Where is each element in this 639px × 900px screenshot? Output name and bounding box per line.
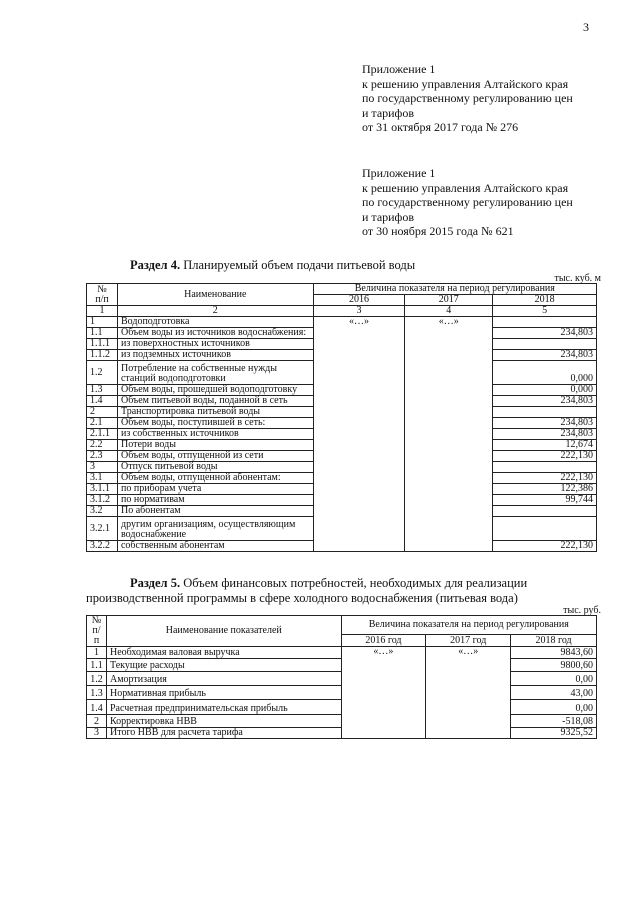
row-name: Отпуск питьевой воды bbox=[117, 462, 313, 473]
col-period-header: Величина показателя на период регулирования bbox=[341, 616, 596, 635]
col-num-header: № п/п bbox=[87, 284, 118, 306]
row-name: по приборам учета bbox=[117, 484, 313, 495]
col-period-header: Величина показателя на период регулирования bbox=[313, 284, 596, 295]
value-2018: 234,803 bbox=[493, 328, 597, 339]
col-year-2018: 2018 bbox=[493, 295, 597, 306]
value-2016-placeholder: «…» bbox=[313, 317, 405, 552]
appendix-current bbox=[362, 62, 612, 135]
value-2018: 234,803 bbox=[493, 350, 597, 361]
value-2018: 222,130 bbox=[493, 473, 597, 484]
value-2018: 9325,52 bbox=[511, 728, 597, 739]
row-number: 2 bbox=[87, 407, 118, 418]
section-4-label: Раздел 4. bbox=[130, 258, 181, 272]
financial-needs-table bbox=[86, 615, 597, 739]
appendix-line: и тарифов bbox=[362, 209, 415, 224]
col-index: 5 bbox=[493, 306, 597, 317]
row-name: Необходимая валовая выручка bbox=[106, 647, 341, 659]
value-2018: 222,130 bbox=[493, 451, 597, 462]
value-2018: 43,00 bbox=[511, 686, 597, 700]
col-year-2017: 2017 год bbox=[426, 635, 511, 647]
value-2018: -518,08 bbox=[511, 715, 597, 728]
row-name: Итого НВВ для расчета тарифа bbox=[106, 728, 341, 739]
row-number: 1.1.1 bbox=[87, 339, 118, 350]
value-2016-placeholder: «…» bbox=[341, 647, 426, 739]
row-name: Объем воды из источников водоснабжения: bbox=[117, 328, 313, 339]
water-supply-volume-table bbox=[86, 283, 597, 552]
section-4-heading: Планируемый объем подачи питьевой воды bbox=[180, 258, 416, 272]
value-2018: 234,803 bbox=[493, 418, 597, 429]
col-index: 1 bbox=[87, 306, 118, 317]
row-name: Объем воды, поступившей в сеть: bbox=[117, 418, 313, 429]
value-2018 bbox=[493, 506, 597, 517]
section-4-title bbox=[130, 258, 415, 273]
appendix-line: по государственному регулированию цен bbox=[362, 91, 573, 105]
value-2017-placeholder: «…» bbox=[426, 647, 511, 739]
value-2018: 122,386 bbox=[493, 484, 597, 495]
row-number: 3.1 bbox=[87, 473, 118, 484]
row-number: 3 bbox=[87, 462, 118, 473]
row-name: собственным абонентам bbox=[117, 541, 313, 552]
row-name: из поверхностных источников bbox=[117, 339, 313, 350]
value-2018: 0,00 bbox=[511, 700, 597, 715]
row-number: 2.3 bbox=[87, 451, 118, 462]
row-number: 3.2.2 bbox=[87, 541, 118, 552]
row-name: другим организациям, осуществляющим водоснабжение bbox=[117, 517, 313, 541]
row-number: 2.1 bbox=[87, 418, 118, 429]
row-name: Потери воды bbox=[117, 440, 313, 451]
value-2018 bbox=[493, 407, 597, 418]
col-index: 4 bbox=[405, 306, 493, 317]
value-2018 bbox=[493, 339, 597, 350]
value-2018: 0,000 bbox=[493, 361, 597, 385]
row-name: из подземных источников bbox=[117, 350, 313, 361]
col-index: 3 bbox=[313, 306, 405, 317]
row-name: из собственных источников bbox=[117, 429, 313, 440]
row-number: 1 bbox=[87, 647, 107, 659]
col-num-header: № п/п bbox=[87, 616, 107, 647]
row-number: 3.2.1 bbox=[87, 517, 118, 541]
value-2018 bbox=[493, 317, 597, 328]
row-name: по нормативам bbox=[117, 495, 313, 506]
row-number: 1.4 bbox=[87, 700, 107, 715]
appendix-line: по государственному регулированию цен bbox=[362, 195, 573, 209]
row-name: Потребление на собственные нужды станций водоподготовки bbox=[117, 361, 313, 385]
section-5-label: Раздел 5. bbox=[130, 576, 181, 590]
row-number: 3.1.2 bbox=[87, 495, 118, 506]
row-name: Водоподготовка bbox=[117, 317, 313, 328]
col-year-2016: 2016 год bbox=[341, 635, 426, 647]
col-name-header: Наименование показателей bbox=[106, 616, 341, 647]
row-name: Объем питьевой воды, поданной в сеть bbox=[117, 396, 313, 407]
appendix-line: к решению управления Алтайского края bbox=[362, 76, 569, 91]
row-number: 1 bbox=[87, 317, 118, 328]
row-name: Объем воды, отпущенной абонентам: bbox=[117, 473, 313, 484]
value-2018 bbox=[493, 462, 597, 473]
row-name: Расчетная предпринимательская прибыль bbox=[106, 700, 341, 715]
row-name: Объем воды, прошедшей водоподготовку bbox=[117, 385, 313, 396]
row-number: 2 bbox=[87, 715, 107, 728]
appendix-line: к решению управления Алтайского края bbox=[362, 180, 569, 195]
value-2018: 234,803 bbox=[493, 396, 597, 407]
row-number: 3.1.1 bbox=[87, 484, 118, 495]
section-5-title bbox=[86, 576, 606, 606]
section-4-units: тыс. куб. м bbox=[554, 273, 601, 284]
value-2018: 9843,60 bbox=[511, 647, 597, 659]
row-number: 1.2 bbox=[87, 672, 107, 686]
col-year-2017: 2017 bbox=[405, 295, 493, 306]
col-year-2018: 2018 год bbox=[511, 635, 597, 647]
row-number: 1.1 bbox=[87, 328, 118, 339]
row-number: 2.1.1 bbox=[87, 429, 118, 440]
row-number: 1.1.2 bbox=[87, 350, 118, 361]
row-name: Транспортировка питьевой воды bbox=[117, 407, 313, 418]
row-name: Объем воды, отпущенной из сети bbox=[117, 451, 313, 462]
row-number: 2.2 bbox=[87, 440, 118, 451]
page-number: 3 bbox=[583, 20, 589, 34]
row-number: 3 bbox=[87, 728, 107, 739]
row-name: Нормативная прибыль bbox=[106, 686, 341, 700]
row-number: 1.3 bbox=[87, 385, 118, 396]
section-5-heading: Объем финансовых потребностей, необходимых для реализации производственной программы в сфере холодного водоснабжения (питьевая вода) bbox=[86, 576, 528, 605]
appendix-old bbox=[362, 166, 612, 239]
value-2018: 222,130 bbox=[493, 541, 597, 552]
value-2018: 99,744 bbox=[493, 495, 597, 506]
row-name: Корректировка НВВ bbox=[106, 715, 341, 728]
value-2018: 12,674 bbox=[493, 440, 597, 451]
value-2018 bbox=[493, 517, 597, 541]
value-2018: 0,00 bbox=[511, 672, 597, 686]
col-name-header: Наименование bbox=[117, 284, 313, 306]
appendix-line: от 30 ноября 2015 года № 621 bbox=[362, 224, 514, 238]
col-year-2016: 2016 bbox=[313, 295, 405, 306]
value-2018: 0,000 bbox=[493, 385, 597, 396]
value-2017-placeholder: «…» bbox=[405, 317, 493, 552]
appendix-line: Приложение 1 bbox=[362, 166, 436, 180]
appendix-line: Приложение 1 bbox=[362, 62, 436, 76]
row-name: Амортизация bbox=[106, 672, 341, 686]
section-5-units: тыс. руб. bbox=[563, 605, 601, 616]
row-name: По абонентам bbox=[117, 506, 313, 517]
row-number: 1.1 bbox=[87, 659, 107, 672]
col-index: 2 bbox=[117, 306, 313, 317]
row-number: 1.2 bbox=[87, 361, 118, 385]
value-2018: 234,803 bbox=[493, 429, 597, 440]
value-2018: 9800,60 bbox=[511, 659, 597, 672]
row-number: 1.4 bbox=[87, 396, 118, 407]
row-number: 1.3 bbox=[87, 686, 107, 700]
appendix-line: и тарифов bbox=[362, 105, 415, 120]
row-number: 3.2 bbox=[87, 506, 118, 517]
row-name: Текущие расходы bbox=[106, 659, 341, 672]
appendix-line: от 31 октября 2017 года № 276 bbox=[362, 120, 519, 134]
